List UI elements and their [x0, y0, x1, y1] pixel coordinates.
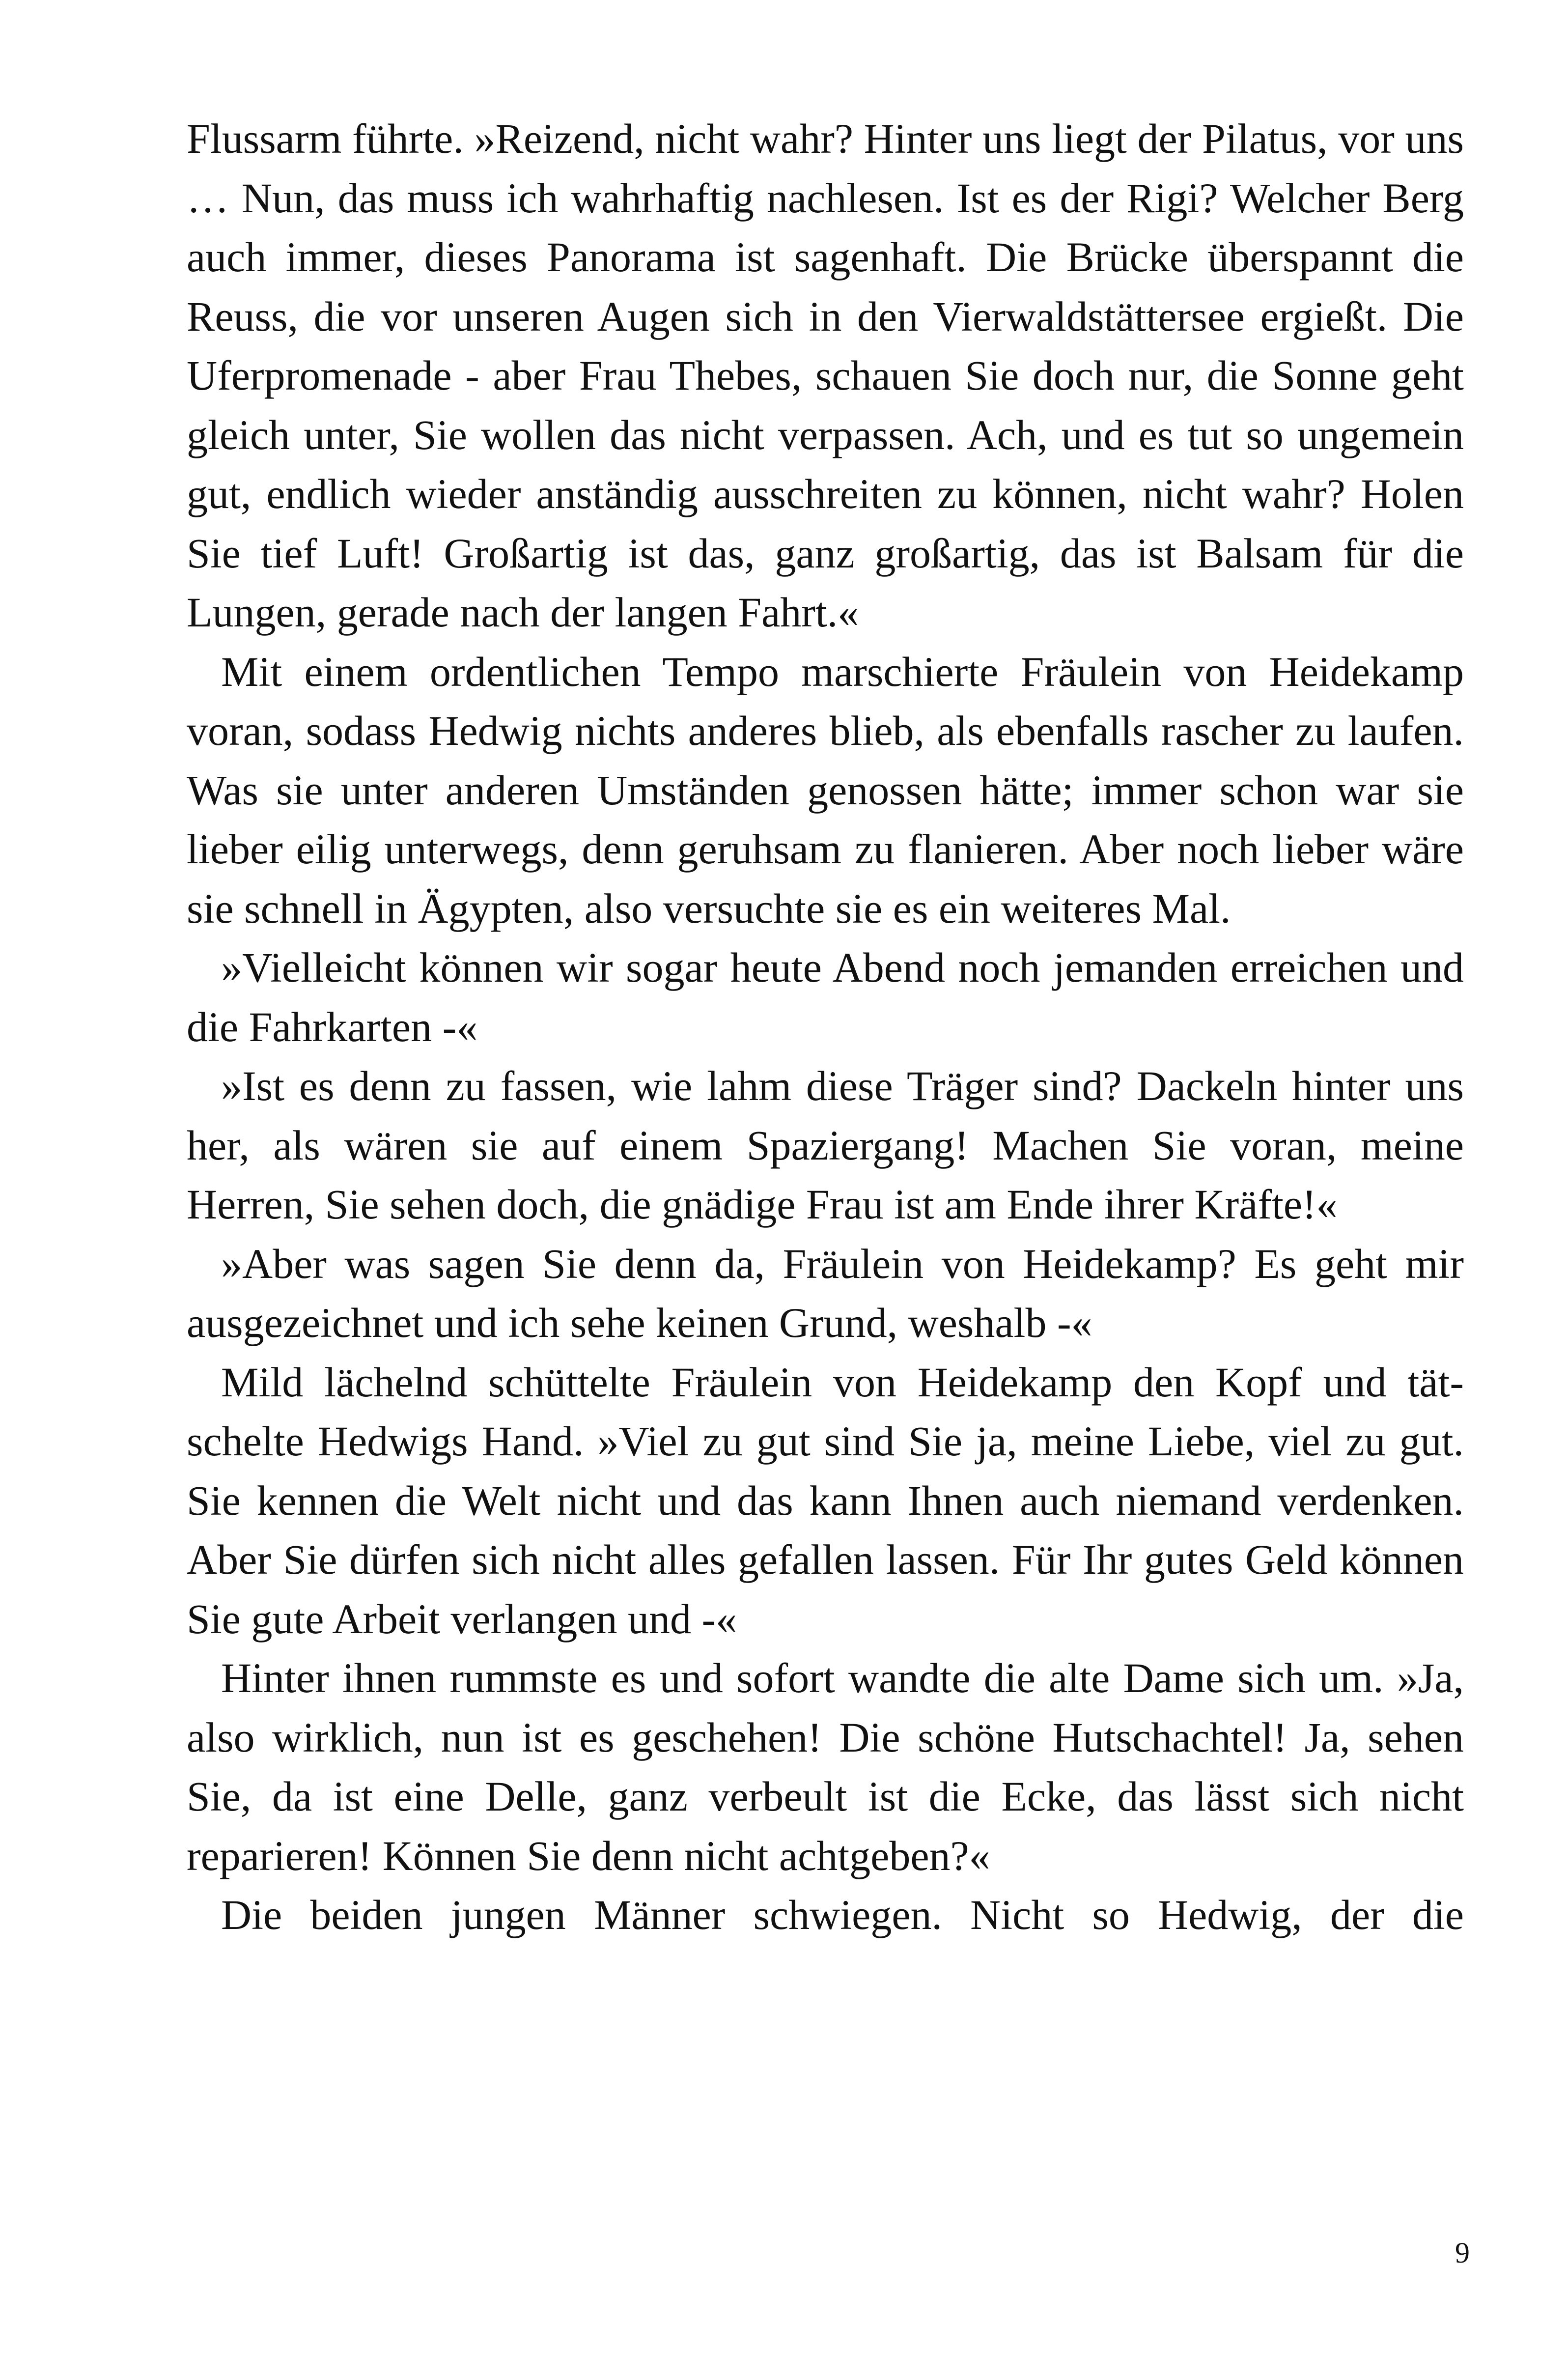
paragraph-7: Hinter ihnen rummste es und sofort wandte die alte Dame sich um. »Ja, also wirklich, nun ist es geschehen! Die schöne Hutschachtel! Ja, sehen Sie, da ist eine Delle, ganz verbeult ist die Ecke, das lässt sich nicht reparieren! Können Sie denn nicht achtgeben?«: [187, 1654, 1464, 1879]
paragraph-6: Mild lächelnd schüttelte Fräulein von Heidekamp den Kopf und tätschelte Hedwigs Hand. »Viel zu gut sind Sie ja, meine Liebe, viel zu gut. Sie kennen die Welt nicht und das kann Ihnen auch niemand verdenken. Aber Sie dürfen sich nicht alles gefallen lassen. Für Ihr gutes Geld können Sie gute Arbeit verlangen und -«: [187, 1358, 1464, 1643]
page-number: 9: [1455, 2237, 1470, 2269]
body-text: [187, 109, 1464, 1945]
paragraph-8: Die beiden jungen Männer schwiegen. Nicht so Hedwig, der die: [221, 1891, 1464, 1938]
paragraph-3: »Vielleicht können wir sogar heute Abend noch jemanden erreichen und die Fahrkarten -«: [187, 944, 1464, 1050]
paragraph-2: Mit einem ordentlichen Tempo marschierte Fräulein von Heidekamp voran, sodass Hedwig nichts anderes blieb, als ebenfalls rascher zu laufen. Was sie unter anderen Umständen genossen hätte; immer schon war sie lieber eilig unterwegs, denn geruhsam zu flanieren. Aber noch lieber wäre sie schnell in Ägypten, also versuchte sie es ein weiteres Mal.: [187, 648, 1464, 932]
paragraph-4: »Ist es denn zu fassen, wie lahm diese Träger sind? Dackeln hinter uns her, als wären sie auf einem Spaziergang! Machen Sie voran, meine Herren, Sie sehen doch, die gnädige Frau ist am Ende ihrer Kräfte!«: [187, 1062, 1464, 1228]
paragraph-1: Flussarm führte. »Reizend, nicht wahr? Hinter uns liegt der Pilatus, vor uns … Nun, das muss ich wahrhaftig nachlesen. Ist es der Rigi? Welcher Berg auch immer, dieses Panorama ist sagenhaft. Die Brücke überspannt die Reuss, die vor unseren Augen sich in den Vierwaldstättersee ergießt. Die Uferpromenade - aber Frau Thebes, schauen Sie doch nur, die Sonne geht gleich unter, Sie wollen das nicht verpassen. Ach, und es tut so ungemein gut, endlich wieder anständig ausschreiten zu können, nicht wahr? Holen Sie tief Luft! Großartig ist das, ganz großartig, das ist Balsam für die Lungen, gerade nach der langen Fahrt.«: [187, 115, 1464, 636]
paragraph-5: »Aber was sagen Sie denn da, Fräulein von Heidekamp? Es geht mir ausgezeichnet und ich sehe keinen Grund, weshalb -«: [187, 1240, 1464, 1346]
